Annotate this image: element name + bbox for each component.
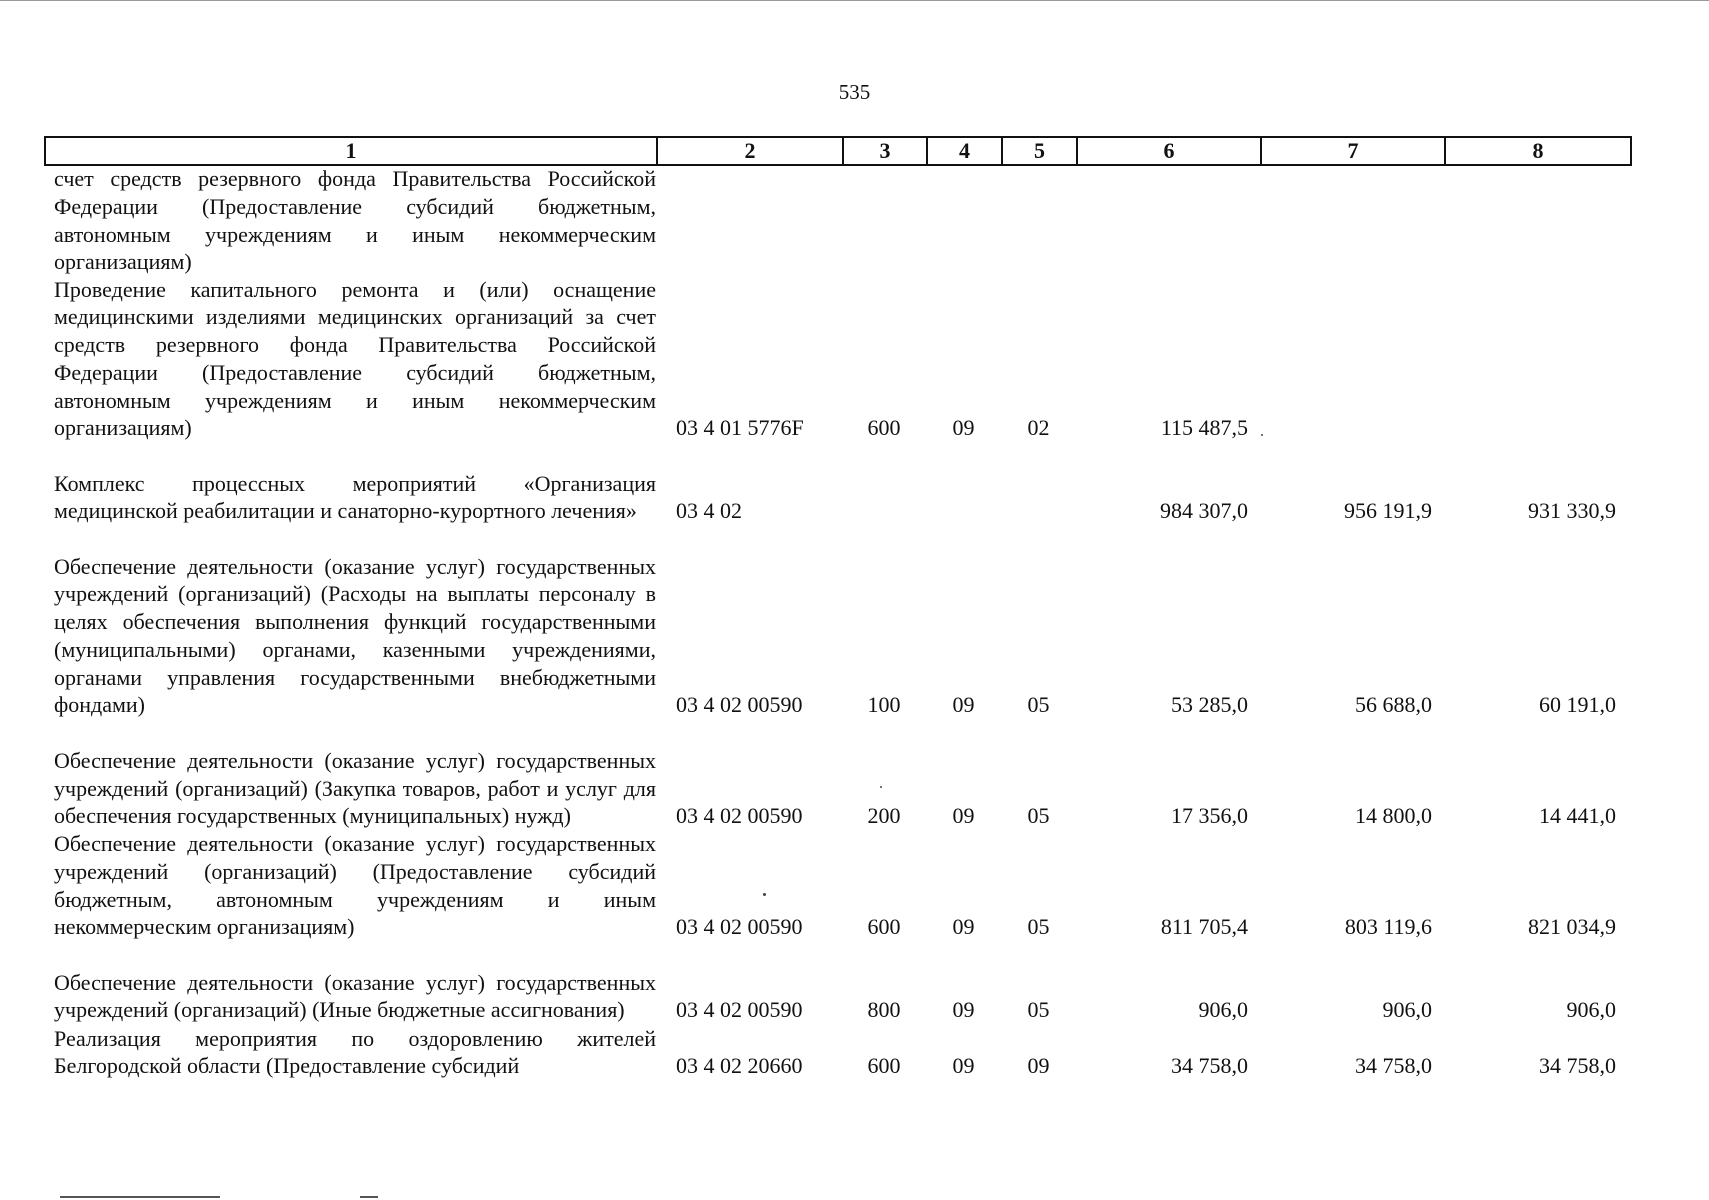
expense-type: 100 [867,692,901,718]
header-col-6: 6 [1077,137,1261,165]
table-row [44,276,1630,442]
table-body [44,165,1630,1080]
section-code: 09 [952,803,975,829]
header-col-7: 7 [1261,137,1445,165]
section-code: 09 [952,997,975,1023]
amount-col-8: 14 441,0 [1539,803,1616,829]
section-code: 09 [952,415,975,441]
row-description: Обеспечение деятельности (оказание услуг) государственных учреждений (организаций) (Расходы на выплаты персоналу в целях обеспечения выполнения функций государственными (муниципальными) органами, казенными учреждениями, органами управления государственными внебюджетными фондами) [54,553,656,718]
amount-col-6: 115 487,5 [1160,415,1248,441]
row-description: Комплекс процессных мероприятий «Организация медицинской реабилитации и санаторно-курортного лечения» [54,470,656,524]
table-header [44,136,1632,166]
expense-type: 200 [867,803,901,829]
header-col-4: 4 [927,137,1002,165]
target-article-code: 03 4 02 00590 [676,803,803,829]
table-row [44,442,1630,525]
amount-col-7: 803 119,6 [1344,914,1432,940]
scan-edge-bottom [360,1196,378,1198]
scan-speck [880,786,882,788]
subsection-code: 09 [1027,1053,1050,1079]
amount-col-8: 60 191,0 [1539,692,1616,718]
page-number: 535 [838,80,871,104]
expense-type: 800 [867,997,901,1023]
target-article-code: 03 4 02 [676,498,742,524]
subsection-code: 02 [1027,415,1050,441]
header-col-1: 1 [45,137,657,165]
amount-col-8: 34 758,0 [1539,1053,1616,1079]
row-description: Проведение капитального ремонта и (или) оснащение медицинскими изделиями медицинских организаций за счет средств резервного фонда Правительства Российской Федерации (Предоставление субсидий бюджетным, автономным учреждениям и иным некоммерческим организациям) [54,276,656,441]
amount-col-6: 984 307,0 [1160,498,1248,524]
target-article-code: 03 4 02 20660 [676,1053,803,1079]
subsection-code: 05 [1027,692,1050,718]
row-description: Обеспечение деятельности (оказание услуг) государственных учреждений (организаций) (Предоставление субсидий бюджетным, автономным учреждениям и иным некоммерческим организациям) [54,831,656,940]
header-col-5: 5 [1002,137,1077,165]
section-code: 09 [952,692,975,718]
subsection-code: 05 [1027,914,1050,940]
amount-col-6: 34 758,0 [1171,1053,1248,1079]
amount-col-7: 34 758,0 [1355,1053,1432,1079]
target-article-code: 03 4 01 5776F [676,415,804,441]
expense-type: 600 [867,914,901,940]
scan-edge-bottom [60,1196,220,1198]
row-description: счет средств резервного фонда Правительства Российской Федерации (Предоставление субсидий бюджетным, автономным учреждениям и иным некоммерческим организациям) [54,166,656,275]
amount-col-7: 14 800,0 [1355,803,1432,829]
amount-col-8: 906,0 [1566,997,1616,1023]
amount-col-6: 906,0 [1198,997,1248,1023]
scan-edge-top [0,0,1709,2]
expense-type: 600 [867,1053,901,1079]
table-row [44,165,1630,276]
scan-speck [1261,434,1263,436]
header-col-2: 2 [657,137,843,165]
amount-col-7: 906,0 [1382,997,1432,1023]
table-row [44,1024,1630,1080]
amount-col-7: 56 688,0 [1355,692,1432,718]
scan-speck [763,893,766,896]
subsection-code: 05 [1027,997,1050,1023]
expense-type: 600 [867,415,901,441]
row-description: Обеспечение деятельности (оказание услуг) государственных учреждений (организаций) (Закупка товаров, работ и услуг для обеспечения государственных (муниципальных) нужд) [54,747,656,829]
amount-col-6: 53 285,0 [1171,692,1248,718]
amount-col-8: 931 330,9 [1528,498,1616,524]
section-code: 09 [952,1053,975,1079]
table-row [44,830,1630,941]
row-description: Реализация мероприятия по оздоровлению жителей Белгородской области (Предоставление субсидий [54,1025,656,1079]
target-article-code: 03 4 02 00590 [676,914,803,940]
amount-col-7: 956 191,9 [1344,498,1432,524]
section-code: 09 [952,914,975,940]
amount-col-8: 821 034,9 [1528,914,1616,940]
row-description: Обеспечение деятельности (оказание услуг) государственных учреждений (организаций) (Иные бюджетные ассигнования) [54,969,656,1023]
table-row [44,525,1630,719]
amount-col-6: 811 705,4 [1160,914,1248,940]
target-article-code: 03 4 02 00590 [676,997,803,1023]
table-row [44,941,1630,1024]
table-row [44,719,1630,830]
target-article-code: 03 4 02 00590 [676,692,803,718]
header-col-3: 3 [843,137,927,165]
subsection-code: 05 [1027,803,1050,829]
amount-col-6: 17 356,0 [1171,803,1248,829]
header-col-8: 8 [1445,137,1631,165]
